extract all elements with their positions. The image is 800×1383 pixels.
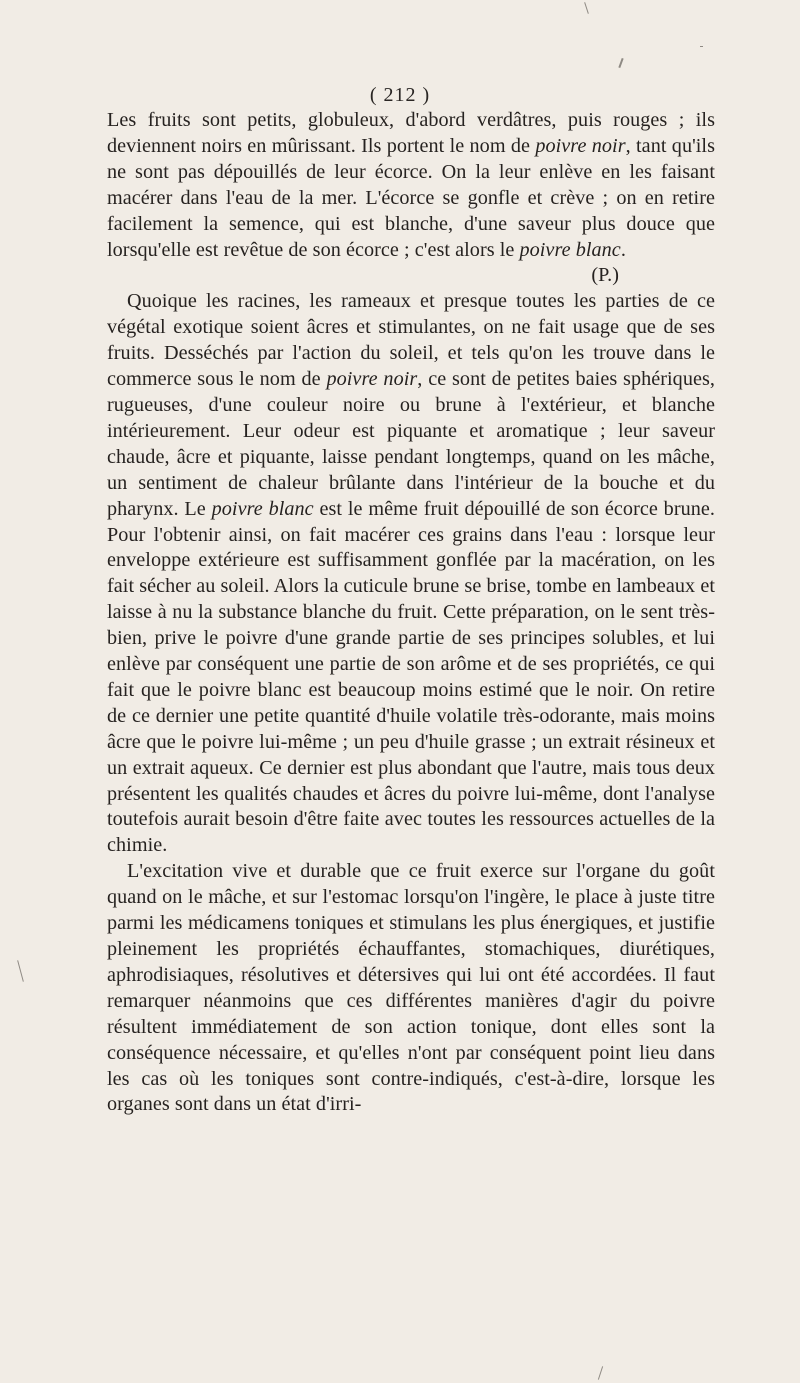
scan-speck: [700, 46, 703, 47]
author-initial: (P.): [591, 264, 619, 287]
scan-speck: [618, 58, 623, 68]
paragraph: [107, 859, 715, 1118]
scan-speck: [598, 1366, 603, 1380]
text-segment: Quoique les racines, les rameaux et presque toutes les parties de ce végétal exotique soient âcres et stimulantes, on ne fait usage que de ses fruits. Desséchés par l'action du soleil, et tels qu'on les trouve dans le commerce sous le nom de: [107, 290, 715, 391]
scan-speck: [17, 960, 24, 982]
text-segment: est le même fruit dépouillé de son écorce brune. Pour l'obtenir ainsi, on fait macérer ces grains dans l'eau : lorsque leur enveloppe extérieure est suffisamment gonflée par la macération, on les fait sécher au soleil. Alors la cuticule brune se brise, tombe en lambeaux et laisse à nu la substance blanche du fruit. Cette préparation, on le sent très-bien, prive le poivre d'une grande partie de ses principes solubles, et lui enlève par conséquent une partie de son arôme et de ses propriétés, ce qui fait que le poivre blanc est beaucoup moins estimé que le noir. On retire de ce dernier une petite quantité d'huile volatile très-odorante, mais moins âcre que le poivre lui-même ; un peu d'huile grasse ; un extrait résineux et un extrait aqueux. Ce dernier est plus abondant que l'autre, mais tous deux présentent les qualités chaudes et âcres du poivre lui-même, dont l'analyse toutefois aurait besoin d'être faite avec toutes les ressources actuelles de la chimie.: [107, 497, 715, 857]
page-number: ( 212 ): [369, 84, 431, 106]
paragraph: [107, 289, 715, 859]
paragraph: [107, 108, 715, 263]
text-segment: Les fruits sont petits, globuleux, d'abord verdâtres, puis rouges ; ils deviennent noirs en mûrissant. Ils portent le nom de: [107, 109, 715, 157]
italic-term: poivre noir: [326, 368, 418, 391]
scan-speck: [584, 2, 589, 14]
italic-term: poivre blanc: [519, 238, 621, 261]
italic-term: poivre noir: [535, 134, 626, 157]
text-segment: , ce sont de petites baies sphériques, rugueuses, d'une couleur noire ou brune à l'extérieur, et blanche intérieurement. Leur odeur est piquante et aromatique ; leur saveur chaude, âcre et piquante, laisse pendant longtemps, quand on les mâche, un sentiment de chaleur brûlante dans l'intérieur de la bouche et du pharynx. Le: [107, 368, 715, 520]
italic-term: poivre blanc: [211, 497, 314, 520]
body-text: [107, 86, 715, 1118]
text-segment: , tant qu'ils ne sont pas dépouillés de leur écorce. On la leur enlève en les faisant macérer dans l'eau de la mer. L'écorce se gonfle et crève ; on en retire facilement la semence, qui est blanche, d'une saveur plus douce que lorsqu'elle est revêtue de son écorce ; c'est alors le: [107, 134, 715, 261]
text-segment: L'excitation vive et durable que ce fruit exerce sur l'organe du goût quand on le mâche, et sur l'estomac lorsqu'on l'ingère, le place à juste titre parmi les médicamens toniques et stimulans les plus énergiques, et justifie pleinement les propriétés échauffantes, stomachiques, diurétiques, aphrodisiaques, résolutives et détersives qui lui ont été accordées. Il faut remarquer néanmoins que ces différentes manières d'agir du poivre résultent immédiatement de son action tonique, dont elles sont la conséquence nécessaire, et qu'elles n'ont par conséquent point lieu dans les cas où les toniques sont contre-indiqués, c'est-à-dire, lorsque les organes sont dans un état d'irri-: [107, 860, 715, 1116]
text-segment: .: [620, 238, 626, 261]
